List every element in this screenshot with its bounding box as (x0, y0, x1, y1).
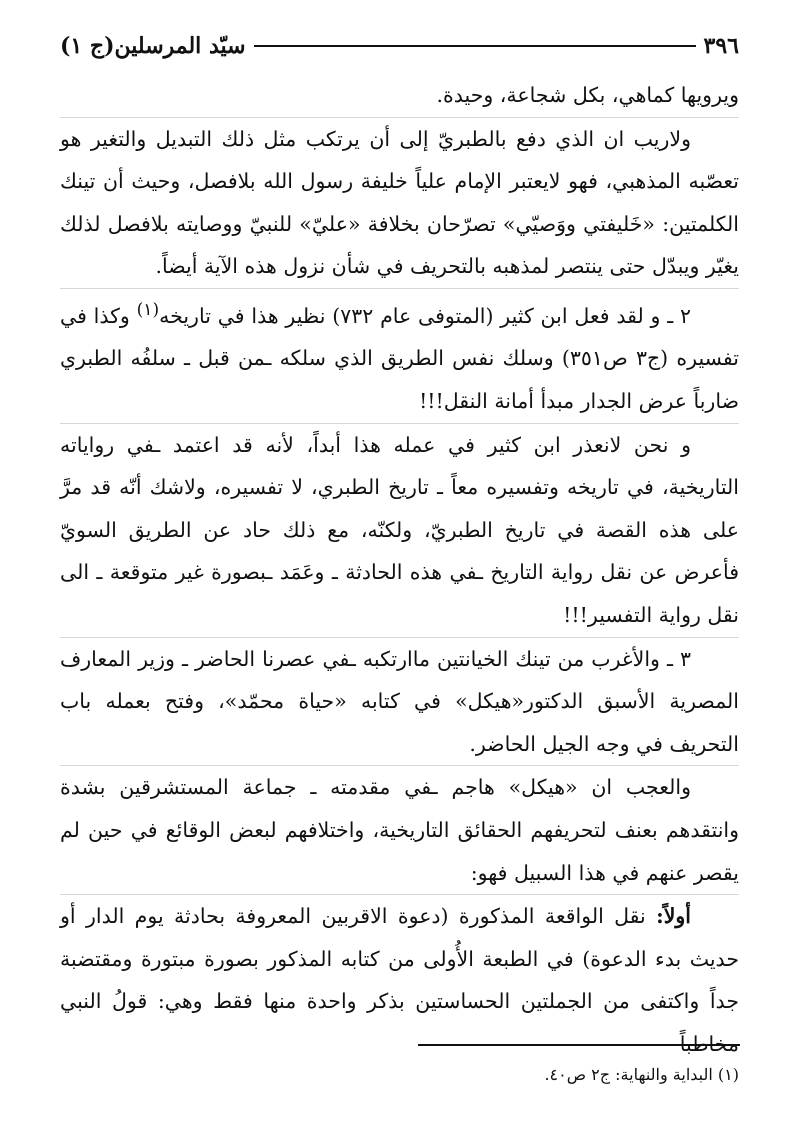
paragraph-1-text: ويرويها كماهي، بكل شجاعة، وحيدة. (436, 83, 739, 107)
footnote-rule (418, 1044, 740, 1046)
page-number: ٣٩٦ (703, 33, 739, 59)
paragraph-3-text-after-ref: وكذا في تفسيره (ج٣ ص٣٥١) وسلك نفس الطريق الذي سلكه ـمن قبل ـ سلفُه الطبري ضارباً عرض الجدار مبدأ أمانة النقل!!! (60, 303, 739, 413)
paragraph-6 (60, 765, 739, 894)
header-rule (254, 45, 696, 47)
paragraph-7 (60, 894, 739, 1065)
book-title: سيّد المرسلين(ج ١) (60, 33, 246, 59)
footnote (60, 1062, 739, 1088)
paragraph-1 (60, 74, 739, 117)
footnote-reference: (١) (136, 299, 160, 320)
paragraph-3-text-before-ref: ٢ ـ و لقد فعل ابن كثير (المتوفى عام ٧٣٢) نظير هذا في تاريخه (159, 303, 692, 328)
body-text (60, 74, 739, 1056)
footnote-text: (١) البداية والنهاية: ج٢ ص٤٠. (544, 1065, 739, 1084)
paragraph-3 (60, 288, 739, 423)
paragraph-4-text: و نحن لانعذر ابن كثير في عمله هذا أبداً، لأنه قد اعتمد ـفي رواياته التاريخية، في تاريخه وتفسيره معاً ـ تاريخ الطبري، لا تفسيره، ولاشك أنّه قد مرَّ على هذه القصة في تاريخ الطبريّ، ولكنّه، مع ذلك حاد عن الطريق السويّ فأعرض عن نقل رواية التاريخ ـفي هذه الحادثة ـ وعَمَد ـبصورة غير متوقعة ـ الى نقل رواية التفسير!!! (60, 432, 739, 627)
paragraph-2 (60, 117, 739, 288)
paragraph-5 (60, 637, 739, 766)
paragraph-2-text: ولاريب ان الذي دفع بالطبريّ إلى أن يرتكب مثل ذلك التبديل والتغير هو تعصّبه المذهبي، فهو لايعتبر الإمام علياً خليفة رسول الله بلافصل، وحيث أن تينك الكلمتين: «خَليفتي ووَصيّي» تصرّحان بخلافة «عليّ» للنبيّ ووصايته بلافصل لذلك يغيّر ويبدّل حتى ينتصر لمذهبه بالتحريف في شأن نزول هذه الآية أيضاً. (60, 126, 739, 279)
paragraph-4 (60, 423, 739, 637)
paragraph-7-label: أولاً: (656, 904, 691, 929)
paragraph-7-text: نقل الواقعة المذكورة (دعوة الاقربين المعروفة بحادثة يوم الدار أو حديث بدء الدعوة) في الطبعة الأُولى من كتابه المذكور بصورة مبتورة ومقتضبة جداً واكتفى من الجملتين الحساستين بذكر واحدة منها فقط وهي: قولُ النبي مخاطباً (60, 904, 739, 1056)
page-header (60, 30, 739, 62)
paragraph-6-text: والعجب ان «هيكل» هاجم ـفي مقدمته ـ جماعة المستشرقين بشدة وانتقدهم بعنف لتحريفهم الحقائق التاريخية، واختلافهم لبعض الوقائع في حين لم يقصر عنهم في هذا السبيل فهو: (60, 775, 739, 885)
paragraph-5-text: ٣ ـ والأغرب من تينك الخيانتين ماارتكبه ـفي عصرنا الحاضر ـ وزير المعارف المصرية الأسبق الدكتور«هيكل» في كتابه «حياة محمّد»، وفتح بعمله باب التحريف في وجه الجيل الحاضر. (60, 646, 739, 756)
